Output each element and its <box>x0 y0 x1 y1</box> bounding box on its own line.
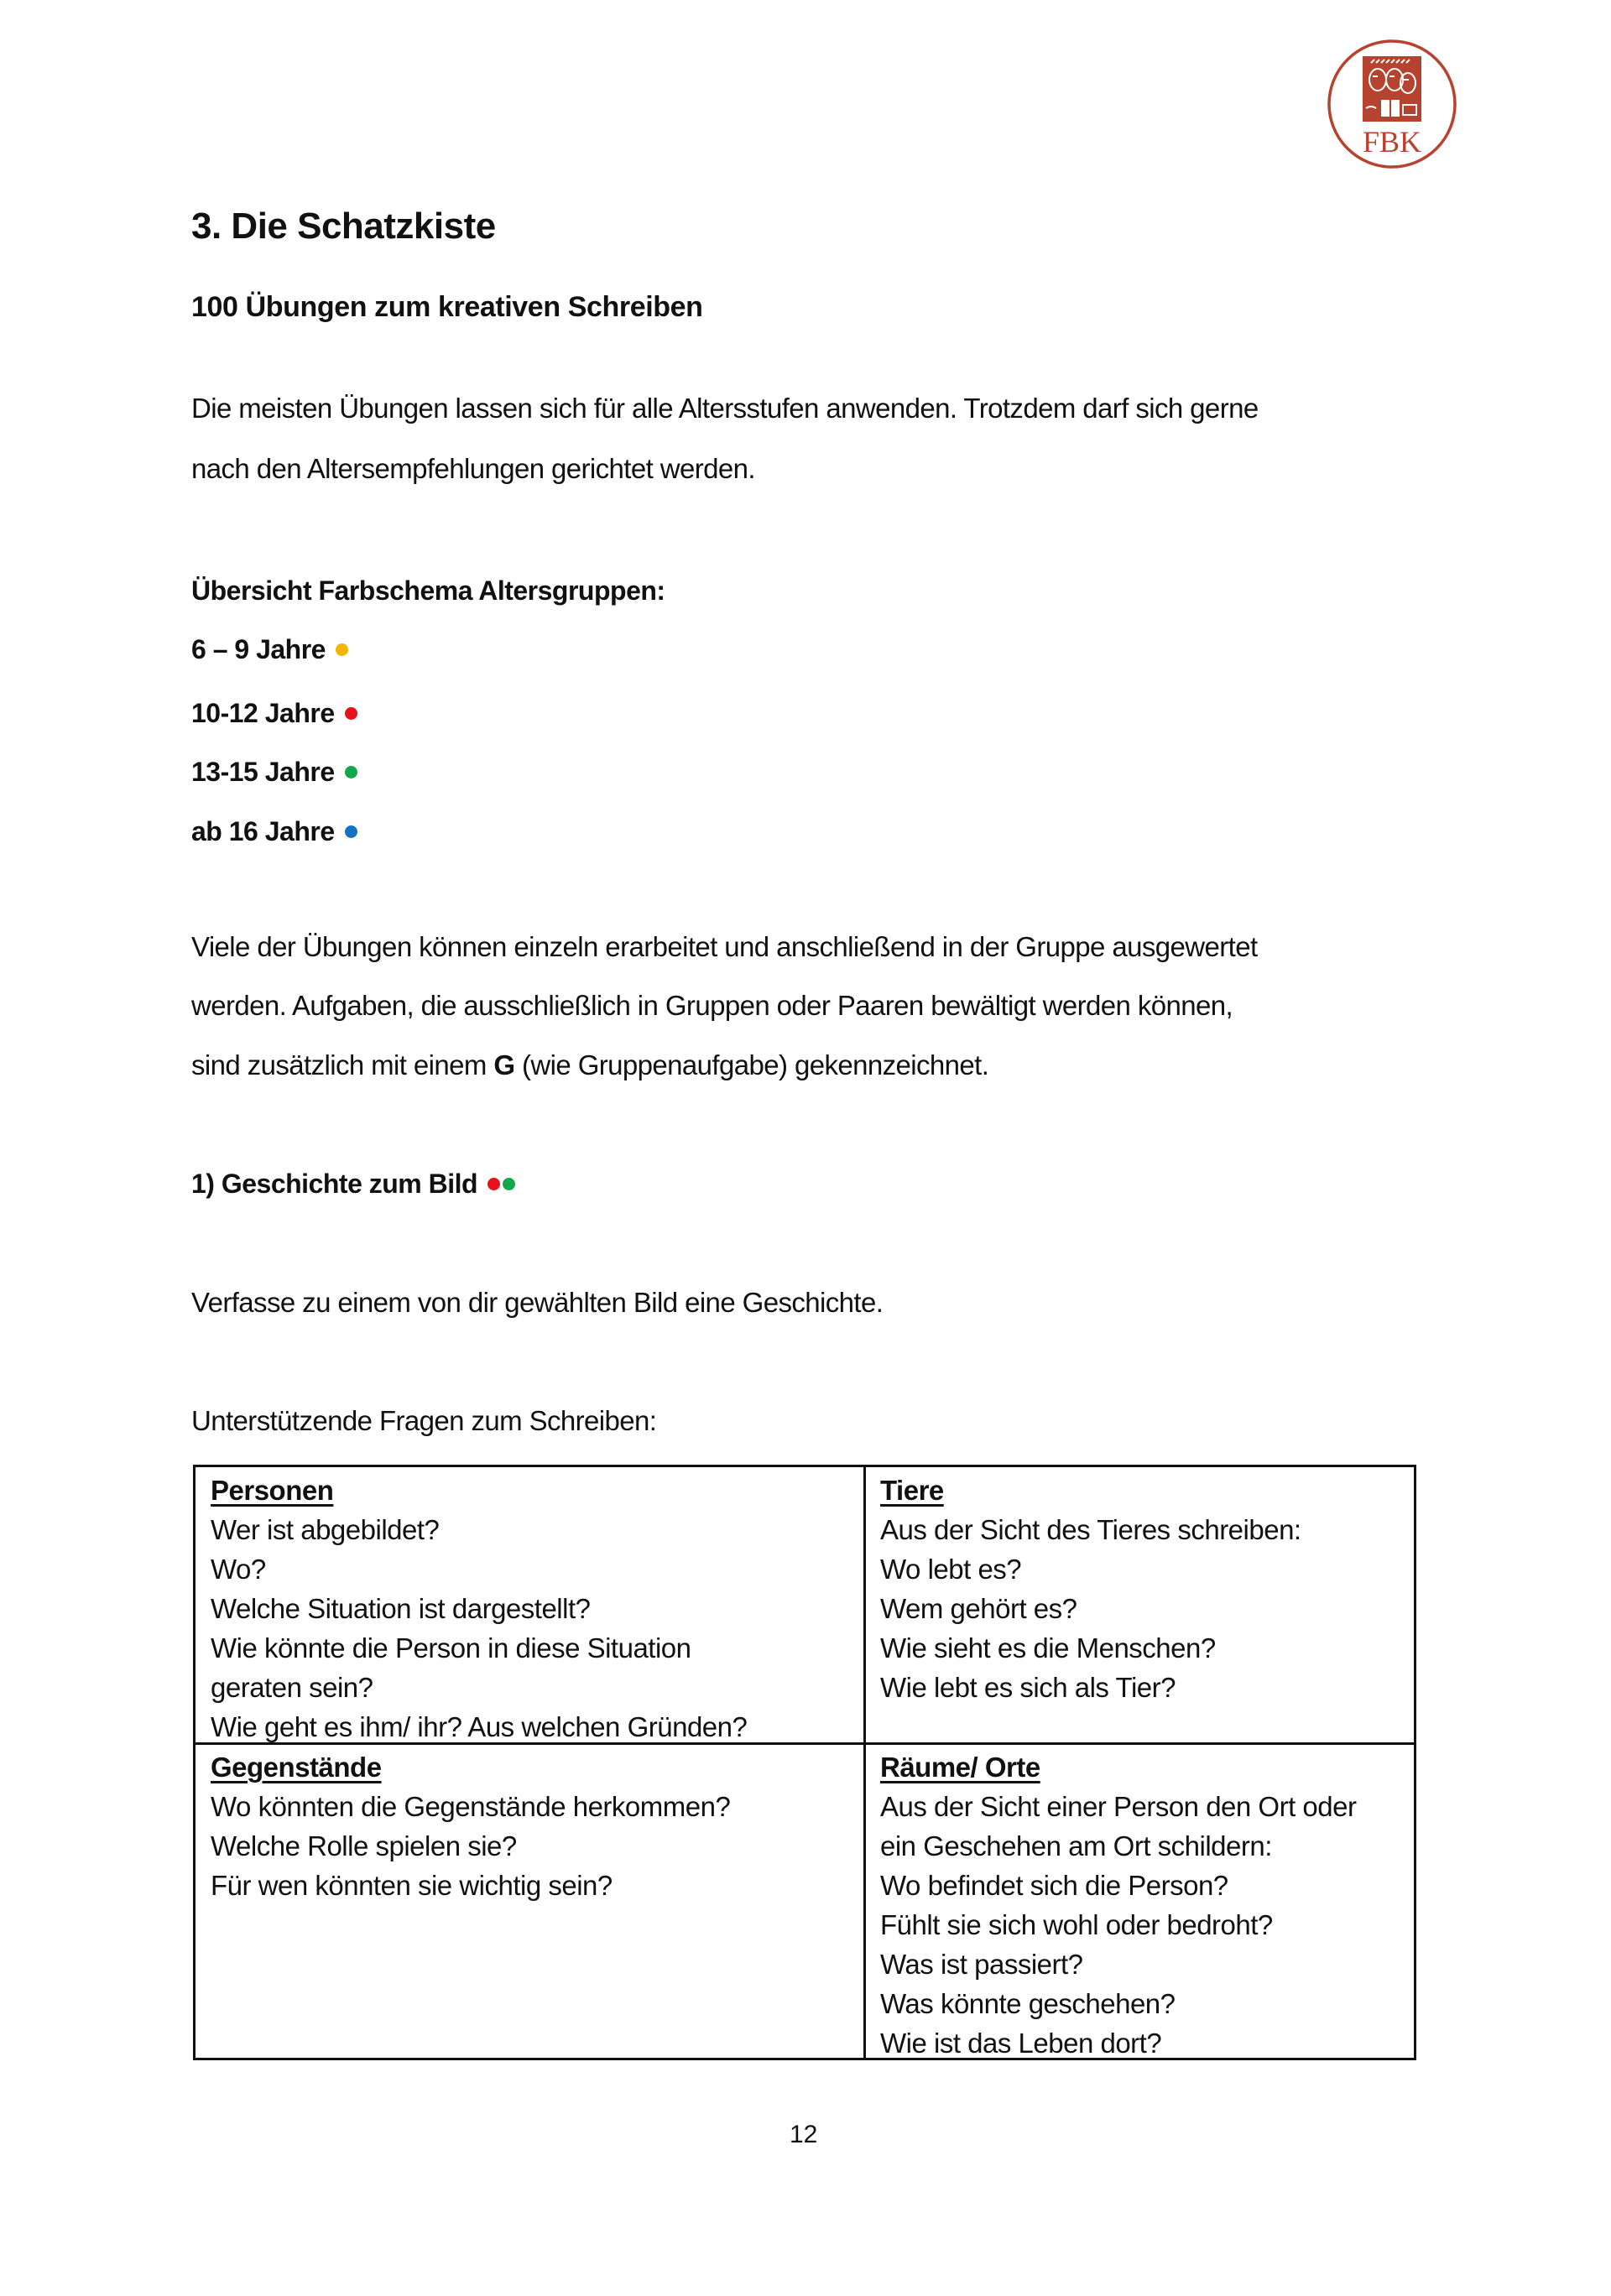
blue-dot-icon <box>345 825 357 838</box>
page-subheading: 100 Übungen zum kreativen Schreiben <box>191 291 703 323</box>
table-cell-question: Was ist passiert? <box>880 1949 1083 1980</box>
fbk-logo <box>1326 38 1458 170</box>
fbk-logo-text: FBK <box>1362 125 1422 159</box>
table-cell-question: Wie lebt es sich als Tier? <box>880 1672 1176 1703</box>
group-note-line-2: werden. Aufgaben, die ausschließlich in Gruppen oder Paaren bewältigt werden können, <box>191 990 1233 1021</box>
table-cell-question: Wie ist das Leben dort? <box>880 2028 1162 2059</box>
age-group-label: 6 – 9 Jahre <box>191 634 326 664</box>
intro-line-1: Die meisten Übungen lassen sich für alle Altersstufen anwenden. Trotzdem darf sich gerne <box>191 393 1259 424</box>
table-cell-title: Personen <box>211 1475 334 1506</box>
table-cell-question: Wie könnte die Person in diese Situation <box>211 1632 691 1663</box>
table-cell-question: Welche Situation ist dargestellt? <box>211 1593 591 1624</box>
questions-table <box>193 1465 1416 2060</box>
group-marker-g: G <box>493 1049 515 1080</box>
age-group-label: ab 16 Jahre <box>191 816 335 846</box>
table-cell-question: Wer ist abgebildet? <box>211 1514 440 1545</box>
exercise-title-text: 1) Geschichte zum Bild <box>191 1169 478 1199</box>
age-group-6-9 <box>191 634 348 665</box>
table-cell-question: Wie geht es ihm/ ihr? Aus welchen Gründen? <box>211 1711 748 1742</box>
table-cell-title: Gegenstände <box>211 1752 382 1783</box>
group-note-text: sind zusätzlich mit einem <box>191 1049 494 1080</box>
age-group-16-plus <box>191 816 357 847</box>
age-group-label: 10-12 Jahre <box>191 698 335 728</box>
page-heading: 3. Die Schatzkiste <box>191 206 496 247</box>
group-note-line-3 <box>191 1049 988 1081</box>
red-dot-icon <box>345 707 357 720</box>
group-note-text: (wie Gruppenaufgabe) gekennzeichnet. <box>514 1049 989 1080</box>
table-cell-question: Wo lebt es? <box>880 1554 1022 1585</box>
table-cell-question: Wo könnten die Gegenstände herkommen? <box>211 1791 731 1822</box>
table-cell-raeume-orte <box>880 1747 1356 2063</box>
intro-line-2: nach den Altersempfehlungen gerichtet werden. <box>191 453 755 484</box>
table-column-divider <box>863 1467 866 2058</box>
age-group-13-15 <box>191 757 357 788</box>
table-cell-question: ein Geschehen am Ort schildern: <box>880 1830 1272 1861</box>
green-dot-icon <box>345 766 357 778</box>
table-cell-question: Fühlt sie sich wohl oder bedroht? <box>880 1909 1273 1940</box>
exercise-description: Verfasse zu einem von dir gewählten Bild eine Geschichte. <box>191 1287 884 1318</box>
table-cell-question: Wo befindet sich die Person? <box>880 1870 1228 1901</box>
table-cell-question: Wie sieht es die Menschen? <box>880 1632 1216 1663</box>
table-cell-personen <box>211 1471 747 1747</box>
color-scheme-title: Übersicht Farbschema Altersgruppen: <box>191 575 665 606</box>
age-group-label: 13-15 Jahre <box>191 757 335 787</box>
group-note-line-1: Viele der Übungen können einzeln erarbeitet und anschließend in der Gruppe ausgewertet <box>191 931 1258 962</box>
fbk-logo-readers-icon <box>1326 38 1458 170</box>
table-cell-question: Für wen könnten sie wichtig sein? <box>211 1870 613 1901</box>
table-cell-question: Welche Rolle spielen sie? <box>211 1830 517 1861</box>
table-cell-question: geraten sein? <box>211 1672 373 1703</box>
table-cell-gegenstaende <box>211 1747 730 1905</box>
table-cell-title: Räume/ Orte <box>880 1752 1040 1783</box>
table-cell-question: Aus der Sicht des Tieres schreiben: <box>880 1514 1301 1545</box>
exercise-title <box>191 1169 515 1200</box>
table-cell-question: Was könnte geschehen? <box>880 1988 1176 2019</box>
support-questions-label: Unterstützende Fragen zum Schreiben: <box>191 1405 657 1436</box>
table-cell-question: Wo? <box>211 1554 266 1585</box>
age-group-10-12 <box>191 698 357 729</box>
green-dot-icon <box>503 1178 515 1190</box>
page-number: 12 <box>790 2121 818 2148</box>
table-cell-question: Aus der Sicht einer Person den Ort oder <box>880 1791 1357 1822</box>
red-dot-icon <box>487 1178 500 1190</box>
table-cell-title: Tiere <box>880 1475 944 1506</box>
yellow-dot-icon <box>336 643 348 656</box>
table-cell-question: Wem gehört es? <box>880 1593 1077 1624</box>
table-cell-tiere <box>880 1471 1301 1707</box>
